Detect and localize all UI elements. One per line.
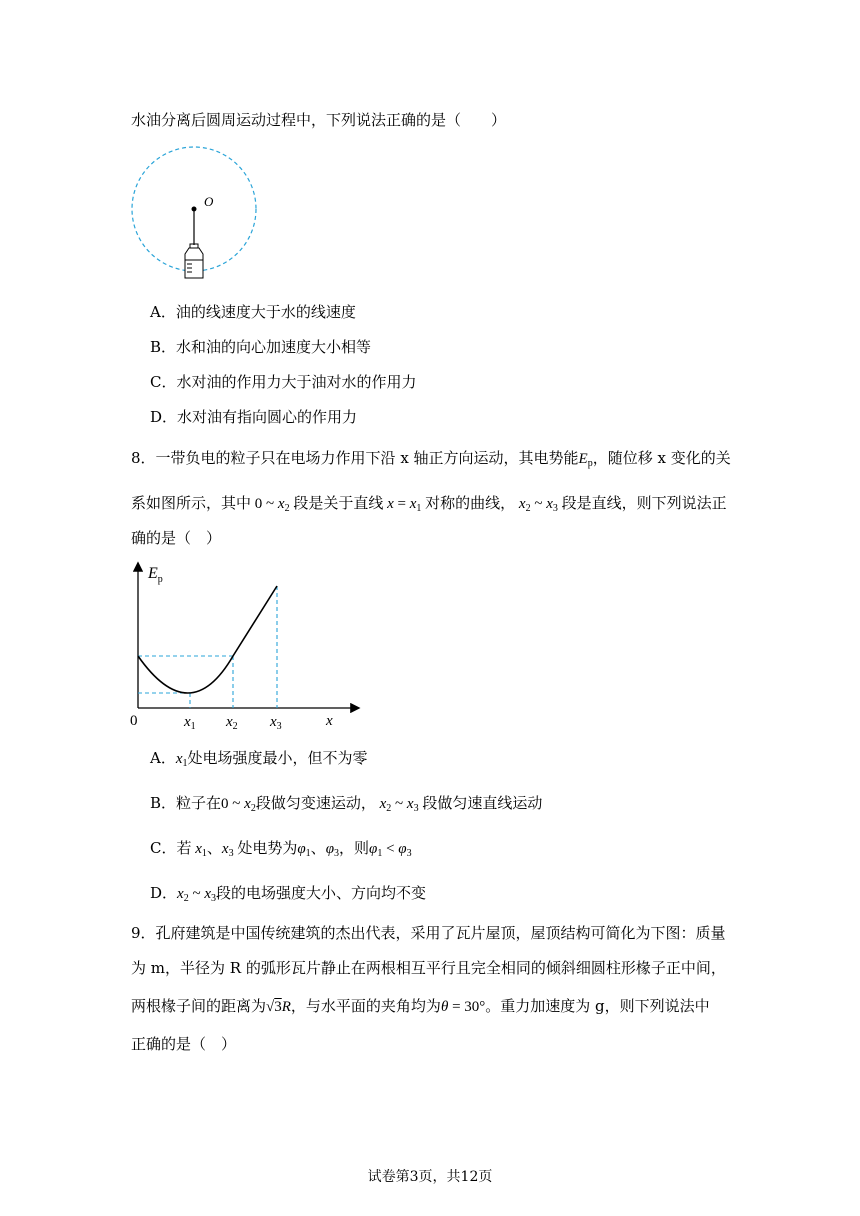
q8-option-a-letter: A． — [150, 749, 176, 767]
q8-option-d — [150, 883, 426, 909]
q8-line2-d: 段是直线，则下列说法正 — [561, 494, 727, 512]
guide-lines — [138, 586, 277, 708]
range-x2-x3: $x_2$ ~ $x_3$ — [515, 496, 558, 514]
q9-line4: 正确的是（ ） — [131, 1035, 237, 1053]
q8-line2 — [131, 493, 727, 519]
rotating-bottle-figure — [126, 142, 266, 282]
phi1-symbol: $\varphi_1$ — [297, 841, 311, 859]
q8-option-c-text2: 处电势为 — [237, 839, 298, 857]
q9-line3-c: 。重力加速度为 g，则下列说法中 — [485, 997, 710, 1015]
ep-x-graph — [126, 558, 366, 730]
origin-label: 0 — [130, 713, 138, 729]
x-axis-label: x — [326, 713, 333, 729]
q8-line3: 确的是（ ） — [131, 529, 222, 547]
sqrt3-r-expression: √3R — [266, 999, 291, 1015]
q8-option-d-text: 段的电场强度大小、方向均不变 — [216, 884, 427, 902]
q9-line2: 为 m，半径为 R 的弧形瓦片静止在两根相互平行且完全相同的倾斜细圆柱形椽子正中间， — [131, 959, 726, 977]
q7-option-c: C．水对油的作用力大于油对水的作用力 — [150, 373, 417, 391]
q8-line1-b: ，随位移 x 变化的关 — [592, 449, 731, 467]
bottle-icon — [185, 244, 203, 278]
tick-x2: $x_2$ — [226, 714, 238, 730]
q7-option-b: B．水和油的向心加速度大小相等 — [150, 338, 372, 356]
q7-stem: 水油分离后圆周运动过程中，下列说法正确的是（ ） — [131, 111, 507, 129]
ep-symbol: $E_p$ — [578, 451, 593, 469]
tick-x3: $x_3$ — [270, 714, 282, 730]
q7-option-d: D．水对油有指向圆心的作用力 — [150, 408, 358, 426]
q9-line1: 9．孔府建筑是中国传统建筑的杰出代表，采用了瓦片屋顶，屋顶结构可简化为下图：质量 — [131, 924, 726, 942]
center-label-o: O — [204, 194, 214, 209]
q8-option-d-letter: D． — [150, 884, 178, 902]
q8-option-a-text: 处电场强度最小，但不为零 — [187, 749, 368, 767]
q7-option-a: A．油的线速度大于水的线速度 — [150, 303, 356, 321]
q8-option-b-text1: B．粒子在 — [150, 794, 222, 812]
q8-option-b-text2: 段做匀变速运动， — [255, 794, 376, 812]
range-0-x2: 0 ~ $x_2$ — [254, 496, 290, 514]
q8-option-c-sep1: 、 — [206, 839, 222, 857]
phi-inequality: $\varphi_1 < \varphi_3$ — [369, 841, 412, 859]
range-x2-x3: $x_2$ ~ $x_3$ — [177, 886, 216, 904]
x3-symbol: $x_3$ — [221, 841, 234, 859]
range-x2-x3: $x_2$ ~ $x_3$ — [375, 796, 419, 814]
q9-line3 — [131, 996, 710, 1017]
y-axis-label: $E_p$ — [148, 565, 163, 585]
q8-line2-a: 系如图所示，其中 — [131, 494, 252, 512]
q8-line2-c: 对称的曲线， — [425, 494, 516, 512]
q8-option-b-text3: 段做匀速直线运动 — [422, 794, 543, 812]
q8-option-c — [150, 838, 412, 864]
q8-option-a — [150, 748, 368, 774]
range-0-x2: 0 ~ $x_2$ — [221, 796, 256, 814]
x1-symbol: $x_1$ — [175, 751, 188, 769]
q8-option-c-sep2: 、 — [310, 839, 326, 857]
q8-option-b — [150, 793, 542, 819]
q8-line2-b: 段是关于直线 — [293, 494, 384, 512]
tick-x1: $x_1$ — [184, 714, 196, 730]
line-x-eq-x1: $x = x_1$ — [383, 496, 422, 514]
phi3-symbol: $\varphi_3$ — [325, 841, 339, 859]
ep-curve — [138, 586, 277, 693]
q8-line1 — [131, 448, 731, 474]
q8-option-c-text1: C．若 — [150, 839, 192, 857]
q8-option-c-text3: ，则 — [339, 839, 370, 857]
page-footer: 试卷第3页，共12页 — [367, 1169, 493, 1185]
x1-symbol: $x_1$ — [191, 841, 207, 859]
q9-line3-b: ，与水平面的夹角均为 — [290, 997, 441, 1015]
theta-30-expression: θ = 30° — [440, 999, 486, 1015]
q8-line1-a: 8．一带负电的粒子只在电场力作用下沿 x 轴正方向运动，其电势能 — [131, 449, 579, 467]
q9-line3-a: 两根椽子间的距离为 — [131, 997, 267, 1015]
